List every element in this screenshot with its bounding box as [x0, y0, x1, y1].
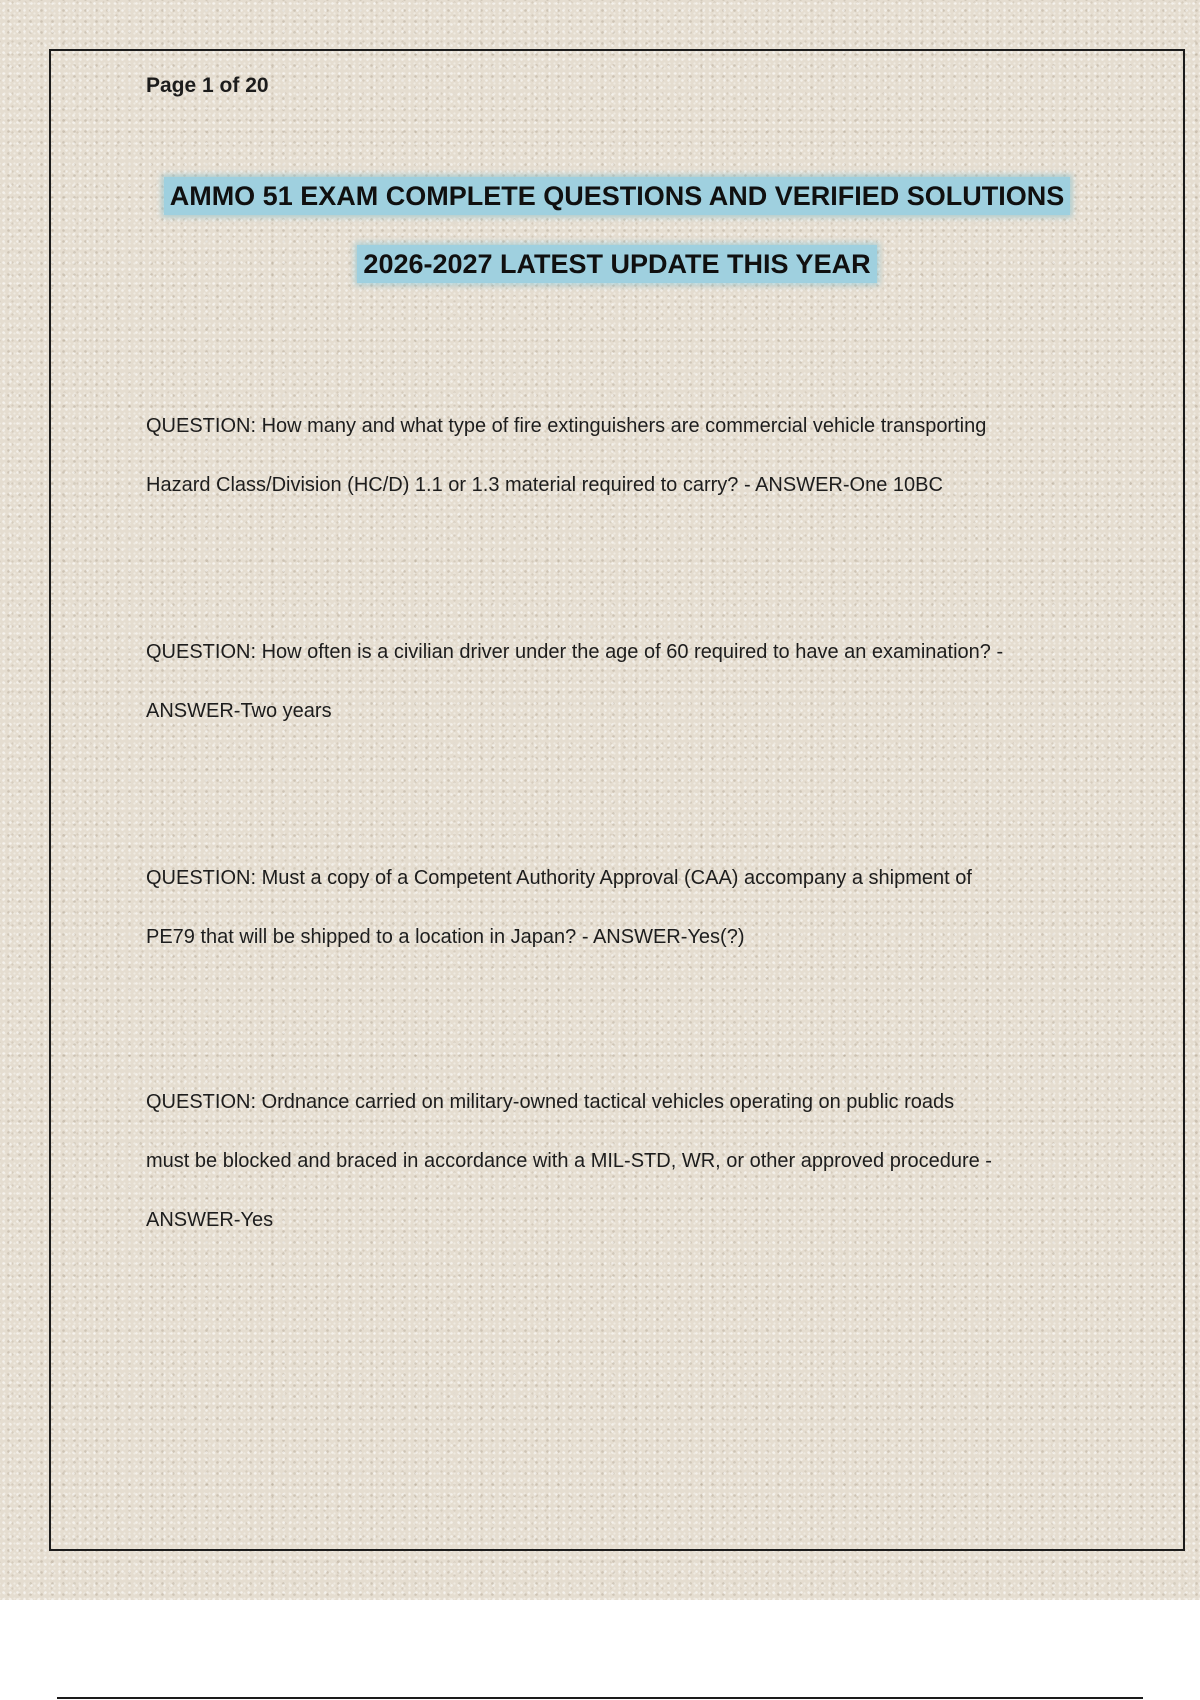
question-block-3: [146, 849, 1096, 967]
question-text: QUESTION: Must a copy of a Competent Authority Approval (CAA) accompany a shipment of: [146, 867, 972, 889]
question-text: QUESTION: Ordnance carried on military-owned tactical vehicles operating on public roads: [146, 1091, 955, 1113]
highlighted-title-text: AMMO 51 EXAM COMPLETE QUESTIONS AND VERIFIED SOLUTIONS: [164, 177, 1071, 215]
question-text: PE79 that will be shipped to a location in Japan? - ANSWER-Yes(?): [146, 926, 745, 948]
question-block-2: [146, 623, 1096, 741]
question-text: Hazard Class/Division (HC/D) 1.1 or 1.3 material required to carry? - ANSWER-One 10BC: [146, 474, 943, 496]
question-block-4: [146, 1073, 1096, 1250]
document-title-line-1: [0, 181, 1200, 212]
question-text: QUESTION: How often is a civilian driver under the age of 60 required to have an examination? -: [146, 641, 1004, 663]
highlighted-subtitle-text: 2026-2027 LATEST UPDATE THIS YEAR: [357, 245, 876, 283]
document-title-line-2: [0, 249, 1200, 280]
question-text: ANSWER-Yes: [146, 1209, 274, 1231]
question-text: QUESTION: How many and what type of fire extinguishers are commercial vehicle transporting: [146, 415, 987, 437]
question-block-1: [146, 397, 1096, 515]
page-number: Page 1 of 20: [146, 74, 269, 97]
question-text: ANSWER-Two years: [146, 700, 332, 722]
footer-divider: [57, 1697, 1143, 1699]
question-text: must be blocked and braced in accordance with a MIL-STD, WR, or other approved procedure -: [146, 1150, 992, 1172]
